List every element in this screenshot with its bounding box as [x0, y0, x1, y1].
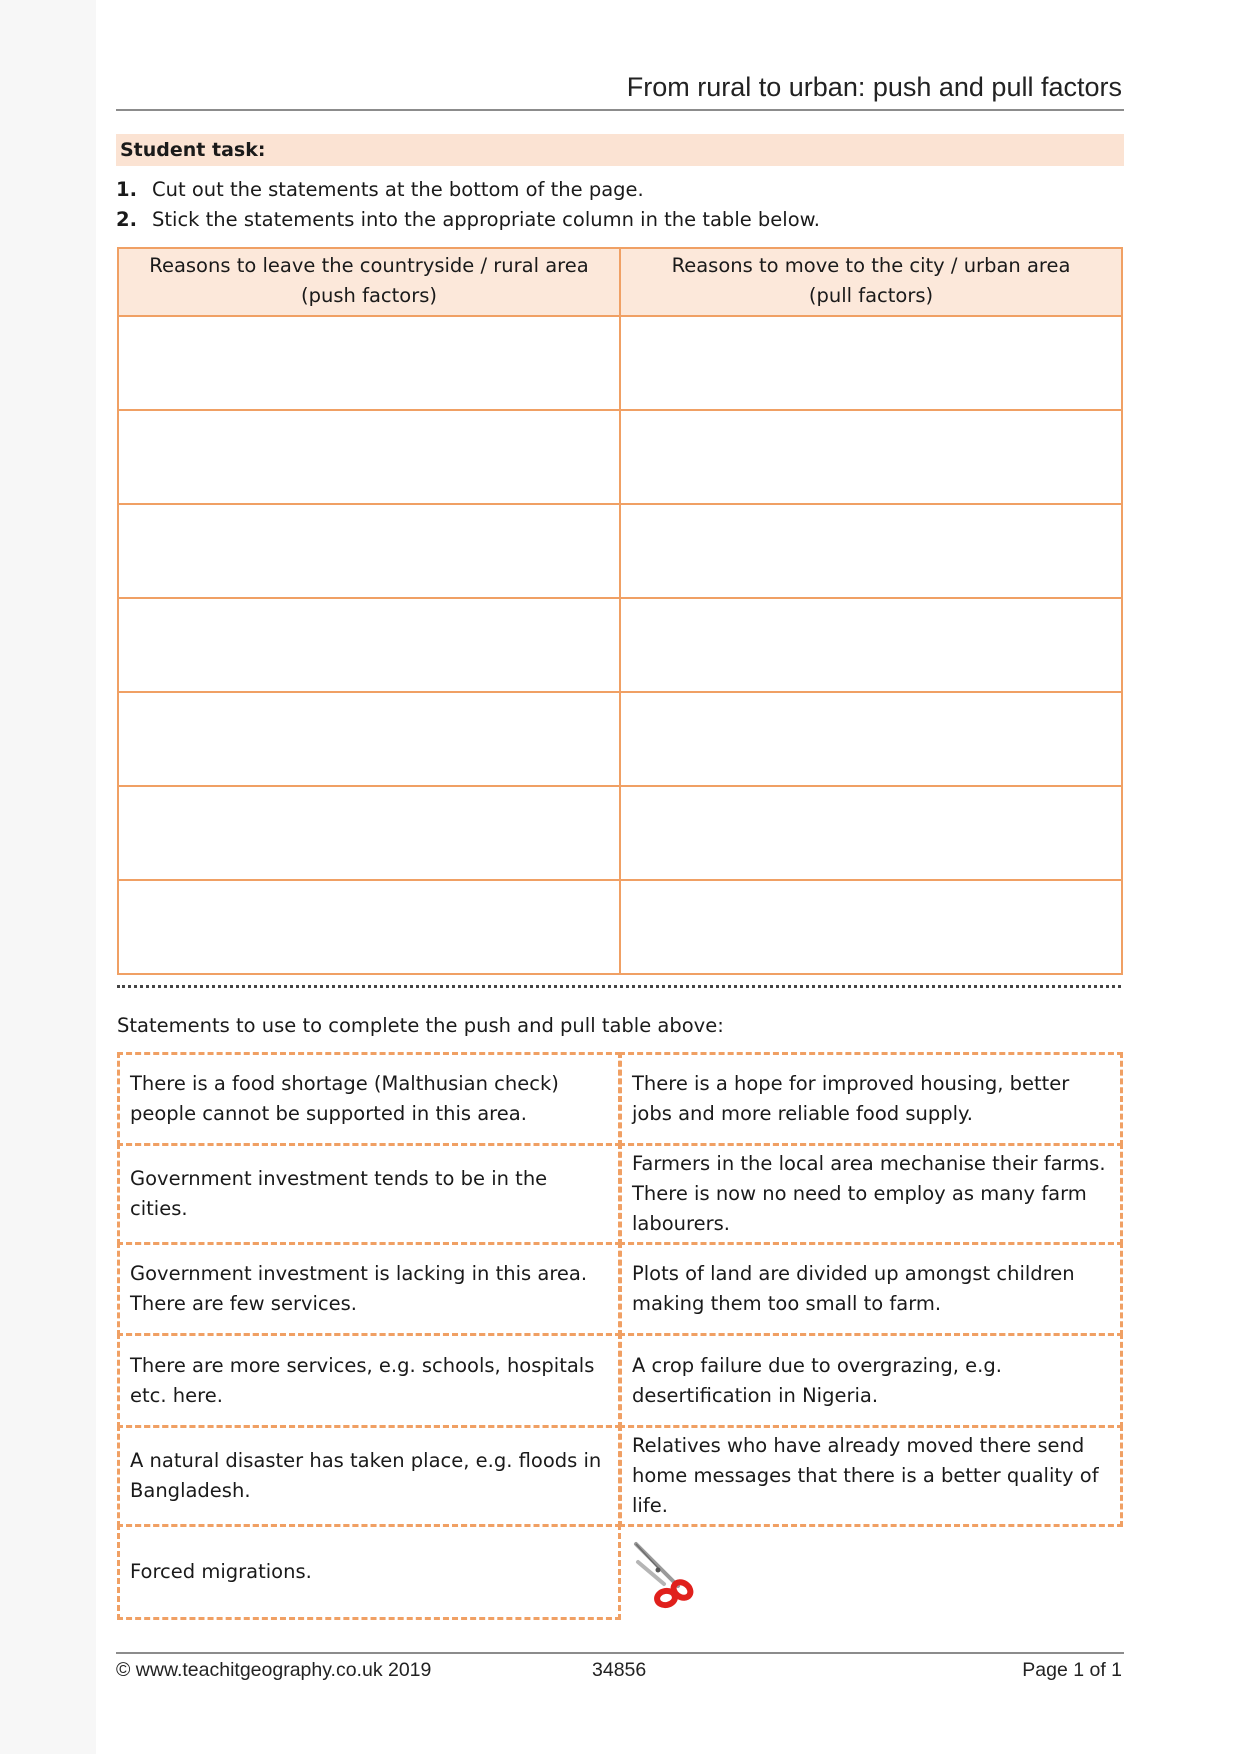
pull-cell[interactable] [620, 410, 1122, 504]
statement-card[interactable]: A crop failure due to overgrazing, e.g. desertification in Nigeria. [619, 1333, 1123, 1428]
table-row [118, 410, 1122, 504]
pull-factors-header [620, 248, 1122, 316]
statement-card[interactable]: Government investment tends to be in the cities. [117, 1143, 621, 1245]
statement-cards [117, 1052, 1123, 1622]
footer-resource-code: 34856 [592, 1659, 647, 1681]
push-factors-header [118, 248, 620, 316]
statement-card[interactable]: Forced migrations. [117, 1524, 621, 1620]
push-header-line2: (push factors) [301, 284, 437, 307]
footer-divider [116, 1652, 1124, 1654]
scissors-icon [628, 1540, 698, 1610]
statement-card[interactable]: Relatives who have already moved there send home messages that there is a better quality of life. [619, 1425, 1123, 1527]
pull-header-line2: (pull factors) [808, 284, 934, 307]
pull-header-line1: Reasons to move to the city / urban area [671, 254, 1071, 277]
statements-heading: Statements to use to complete the push and pull table above: [117, 1014, 724, 1037]
student-task-label: Student task: [116, 134, 1124, 166]
push-pull-table [117, 247, 1123, 975]
step-number: 1. [116, 178, 137, 201]
cut-line [117, 985, 1121, 988]
step-text: Cut out the statements at the bottom of the page. [152, 178, 644, 201]
statement-card[interactable]: Farmers in the local area mechanise their farms. There is now no need to employ as many farm labourers. [619, 1143, 1123, 1245]
push-header-line1: Reasons to leave the countryside / rural area [149, 254, 589, 277]
table-row [118, 880, 1122, 974]
table-row [118, 316, 1122, 410]
table-row [118, 786, 1122, 880]
instruction-step-1 [116, 178, 644, 201]
push-cell[interactable] [118, 410, 620, 504]
pull-cell[interactable] [620, 880, 1122, 974]
statement-card[interactable]: There are more services, e.g. schools, hospitals etc. here. [117, 1333, 621, 1428]
footer-page-number: Page 1 of 1 [1022, 1659, 1122, 1681]
table-row [118, 692, 1122, 786]
step-text: Stick the statements into the appropriate column in the table below. [152, 208, 821, 231]
statement-card[interactable]: There is a food shortage (Malthusian check) people cannot be supported in this area. [117, 1052, 621, 1146]
push-cell[interactable] [118, 786, 620, 880]
pull-cell[interactable] [620, 316, 1122, 410]
page-margin [0, 0, 96, 1754]
page-title: From rural to urban: push and pull factors [626, 72, 1122, 102]
statement-card[interactable]: There is a hope for improved housing, better jobs and more reliable food supply. [619, 1052, 1123, 1146]
pull-cell[interactable] [620, 598, 1122, 692]
step-number: 2. [116, 208, 137, 231]
instruction-step-2 [116, 208, 820, 231]
statement-card[interactable]: A natural disaster has taken place, e.g. floods in Bangladesh. [117, 1425, 621, 1527]
pull-cell[interactable] [620, 786, 1122, 880]
push-cell[interactable] [118, 880, 620, 974]
table-row [118, 504, 1122, 598]
title-divider [116, 109, 1124, 111]
footer-copyright: © www.teachitgeography.co.uk 2019 [116, 1659, 432, 1681]
push-cell[interactable] [118, 692, 620, 786]
table-row [118, 598, 1122, 692]
push-cell[interactable] [118, 316, 620, 410]
statement-card[interactable]: Plots of land are divided up amongst children making them too small to farm. [619, 1242, 1123, 1336]
statement-card[interactable]: Government investment is lacking in this area. There are few services. [117, 1242, 621, 1336]
pull-cell[interactable] [620, 692, 1122, 786]
pull-cell[interactable] [620, 504, 1122, 598]
push-cell[interactable] [118, 504, 620, 598]
push-cell[interactable] [118, 598, 620, 692]
